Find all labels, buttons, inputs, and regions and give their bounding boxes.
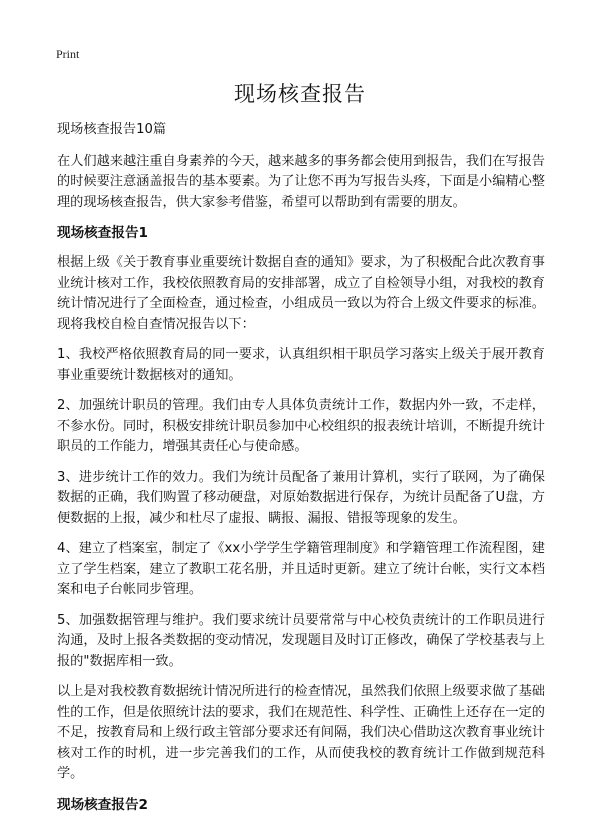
page-title: 现场核查报告 — [234, 82, 366, 106]
paragraph: 根据上级《关于教育事业重要统计数据自查的通知》要求，为了积极配合此次教育事业统计核对工作，我校依照教育局的安排部署，成立了自检领导小组，对我校的教育统计情况进行了全面检查，通过检查，小组成员一致以为符合上级文件要求的标准。现将我校自检自查情况报告以下： — [57, 255, 545, 332]
paragraph: 1、我校严格依照教育局的同一要求，认真组织相干职员学习落实上级关于展开教育事业重要统计数据核对的通知。 — [57, 347, 545, 383]
document-body — [57, 120, 545, 825]
section-heading-1: 现场核查报告1 — [57, 225, 149, 241]
paragraph: 5、加强数据管理与维护。我们要求统计员要常常与中心校负责统计的工作职员进行沟通，及时上报各类数据的变动情况，发现题目及时订正修改，确保了学校基表与上报的"数据库相一致。 — [57, 612, 545, 669]
intro-paragraph: 在人们越来越注重自身素养的今天，越来越多的事务都会使用到报告，我们在写报告的时候要注意涵盖报告的基本要素。为了让您不再为写报告头疼，下面是小编精心整理的现场核查报告，供大家参考借鉴，希望可以帮助到有需要的朋友。 — [57, 153, 545, 210]
document-subtitle: 现场核查报告10篇 — [57, 122, 167, 137]
section-heading-2: 现场核查报告2 — [57, 796, 149, 813]
paragraph: 2、加强统计职员的管理。我们由专人具体负责统计工作，数据内外一致，不走样，不参水份。同时，积极安排统计职员参加中心校组织的报表统计培训，不断提升统计职员的工作能力，增强其责任心与使命感。 — [57, 398, 545, 454]
paragraph: 以上是对我校教育数据统计情况所进行的检查情况，虽然我们依照上级要求做了基础性的工作，但是依照统计法的要求，我们在规范性、科学性、正确性上还存在一定的不足，按教育局和上级行政主管部分要求还有间隔，我们决心借助这次教育事业统计核对工作的时机，进一步完善我们的工作，从而使我校的教育统计工作做到规范科学。 — [57, 684, 545, 781]
paragraph: 3、进步统计工作的效力。我们为统计员配备了兼用计算机，实行了联网，为了确保数据的正确，我们购置了移动硬盘，对原始数据进行保存，为统计员配备了U盘，方便数据的上报，减少和杜尽了虚报、瞒报、漏报、错报等现象的发生。 — [57, 469, 545, 526]
paragraph: 4、建立了档案室，制定了《xx小学学生学籍管理制度》和学籍管理工作流程图，建立了学生档案，建立了教职工花名册，并且适时更新。建立了统计台帐，实行文本档案和电子台帐同步管理。 — [57, 541, 545, 597]
print-link[interactable]: Print — [56, 47, 80, 61]
